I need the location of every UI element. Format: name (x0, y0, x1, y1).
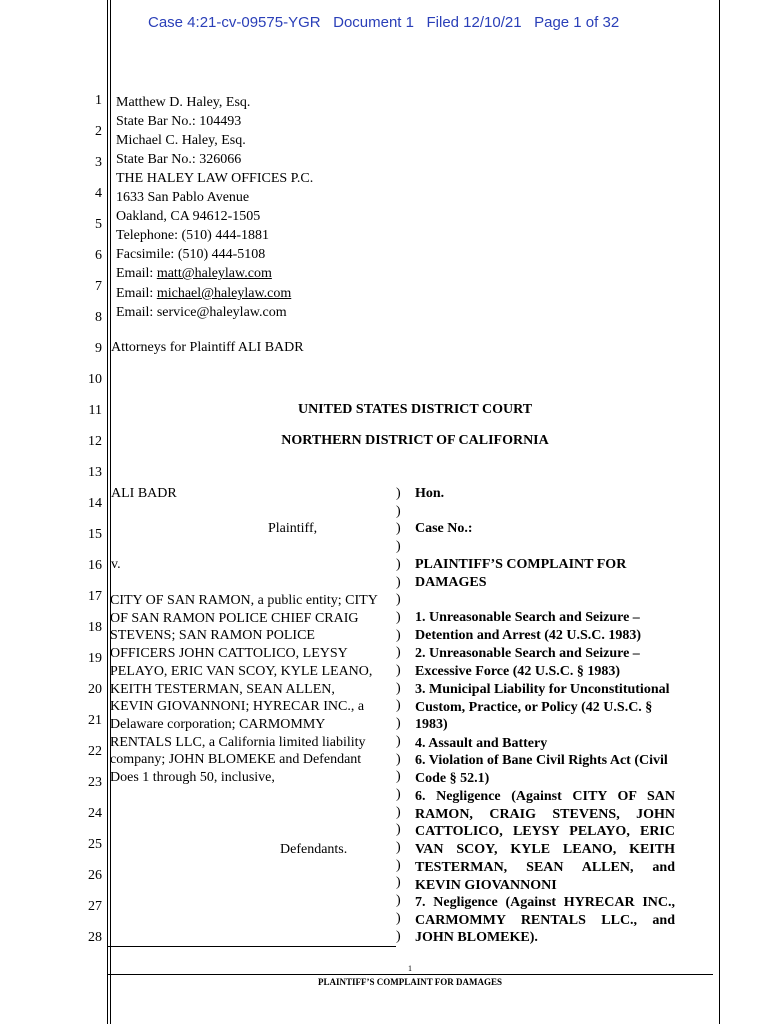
line-number: 7 (95, 279, 102, 294)
line-number: 15 (88, 527, 102, 542)
line-number: 26 (88, 868, 102, 883)
attorney-name-1: Matthew D. Haley, Esq. (116, 95, 251, 110)
complaint-title: PLAINTIFF’S COMPLAINT FOR DAMAGES (415, 557, 627, 590)
caption-parentheses: ) ) ) ) ) ) ) ) ) ) ) ) ) ) ) ) ) ) ) ) ) ) ) ) ) ) (396, 486, 401, 944)
defendants-label: Defendants. (280, 842, 348, 857)
line-number: 18 (88, 620, 102, 635)
left-margin-rule (107, 0, 108, 1024)
defendants-list: CITY OF SAN RAMON, a public entity; CITY OF SAN RAMON POLICE CHIEF CRAIG STEVENS; SAN RAMON POLICE OFFICERS JOHN CATTOLICO, LEYSY PELAYO, ERIC VAN SCOY, KYLE LEANO, KEITH TESTERMAN, SEAN ALLEN, KEVIN GIOVANNONI; HYRECAR INC., a Delaware corporation; CARMOMMY RENTALS LLC, a California limited liability company; JOHN BLOMEKE and Defendant Does 1 through 50, inclusive, (110, 593, 378, 786)
line-number: 20 (88, 682, 102, 697)
court-district: NORTHERN DISTRICT OF CALIFORNIA (281, 433, 549, 448)
footer-rule (108, 974, 713, 975)
claim-2: 2. Unreasonable Search and Seizure – Excessive Force (42 U.S.C. § 1983) (415, 646, 640, 679)
line-number: 9 (95, 341, 102, 356)
attorneys-for: Attorneys for Plaintiff ALI BADR (111, 340, 304, 355)
plaintiff-label: Plaintiff, (268, 521, 318, 536)
header-page: Page 1 of 32 (534, 14, 620, 31)
line-number: 24 (88, 806, 102, 821)
line-number: 16 (88, 558, 102, 573)
claim-6: 6. Negligence (Against CITY OF SAN RAMON, CRAIG STEVENS, JOHN CATTOLICO, LEYSY PELAYO, ERIC VAN SCOY, KYLE LEANO, KEITH TESTERMAN, SEAN ALLEN, and KEVIN GIOVANNONI (415, 789, 675, 893)
email-line-1: Email: matt@haleylaw.com (116, 266, 272, 281)
line-number: 25 (88, 837, 102, 852)
line-number: 21 (88, 713, 102, 728)
versus: v. (111, 557, 121, 572)
filing-header (148, 14, 619, 31)
line-number: 1 (95, 93, 102, 108)
claim-7: 7. Negligence (Against HYRECAR INC., CARMOMMY RENTALS LLC., and JOHN BLOMEKE). (415, 895, 675, 946)
footer-title: PLAINTIFF’S COMPLAINT FOR DAMAGES (317, 977, 503, 987)
claim-5: 6. Violation of Bane Civil Rights Act (Civil Code § 52.1) (415, 753, 668, 786)
header-document: Document 1 (333, 14, 414, 31)
firm-facsimile: Facsimile: (510) 444-5108 (116, 247, 266, 262)
header-filed: Filed 12/10/21 (426, 14, 522, 31)
line-number: 19 (88, 651, 102, 666)
firm-city: Oakland, CA 94612-1505 (116, 209, 261, 224)
line-number: 5 (95, 217, 102, 232)
line-number: 28 (88, 930, 102, 945)
claim-3: 3. Municipal Liability for Unconstitutional Custom, Practice, or Policy (42 U.S.C. § 1983) (415, 682, 670, 733)
email-line-3: Email: service@haleylaw.com (116, 305, 287, 320)
left-margin-rule-inner (110, 0, 111, 1024)
line-number: 3 (95, 155, 102, 170)
line-number: 17 (88, 589, 102, 604)
firm-telephone: Telephone: (510) 444-1881 (116, 228, 269, 243)
line-number: 6 (95, 248, 102, 263)
line-number: 10 (88, 372, 102, 387)
email-link-matt[interactable]: matt@haleylaw.com (156, 266, 272, 281)
line-number: 14 (88, 496, 102, 511)
line-number: 27 (88, 899, 102, 914)
line-number: 22 (88, 744, 102, 759)
attorney-bar-1: State Bar No.: 104493 (116, 114, 242, 129)
firm-street: 1633 San Pablo Avenue (116, 190, 250, 205)
line-number: 2 (95, 124, 102, 139)
firm-name: THE HALEY LAW OFFICES P.C. (116, 171, 314, 186)
line-number: 13 (88, 465, 102, 480)
attorney-bar-2: State Bar No.: 326066 (116, 152, 242, 167)
case-no-label: Case No.: (415, 521, 473, 536)
claim-1: 1. Unreasonable Search and Seizure – Detention and Arrest (42 U.S.C. 1983) (415, 610, 642, 643)
caption-underline (108, 946, 396, 947)
line-number: 12 (88, 434, 102, 449)
line-number: 8 (95, 310, 102, 325)
plaintiff-name: ALI BADR (111, 486, 177, 501)
attorney-name-2: Michael C. Haley, Esq. (116, 133, 246, 148)
email-line-2: Email: michael@haleylaw.com (116, 286, 292, 301)
header-case: Case 4:21-cv-09575-YGR (148, 14, 321, 31)
email-service: service@haleylaw.com (156, 305, 287, 320)
court-title: UNITED STATES DISTRICT COURT (297, 402, 533, 417)
email-link-michael[interactable]: michael@haleylaw.com (156, 286, 292, 301)
hon-label: Hon. (415, 486, 445, 501)
line-number: 4 (95, 186, 102, 201)
right-margin-rule (719, 0, 720, 1024)
page-number: 1 (408, 964, 412, 973)
claim-4: 4. Assault and Battery (415, 736, 548, 751)
line-number: 11 (88, 403, 102, 418)
line-number: 23 (88, 775, 102, 790)
